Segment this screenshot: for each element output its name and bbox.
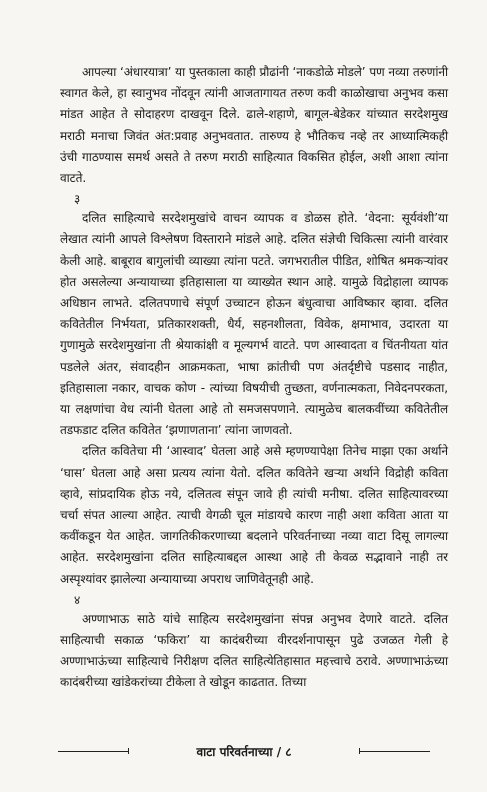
paragraph-2: दलित साहित्याचे सरदेशमुखांचे वाचन व्यापक व डोळस होते. ‘वेदना: सूर्यवंशी’या लेखात त्यांनी आपले विश्लेषण विस्ताराने मांडले आहे. दलित संज्ञेची चिकित्सा त्यांनी वारंवार केली आहे. बाबूराव बागुलांची व्याख्या त्यांना पटते. जगभरातील पीडित, शोषित श्रमकऱ्यांवर होत असलेल्या अन्यायाच्या इतिहासाला या व्याख्येत स्थान आहे. यामुळे विद्रोहाला व्यापक अधिष्ठान लाभते. दलितपणाचे संपूर्ण उच्चाटन होऊन बंधुत्वाचा आविष्कार व्हावा. दलित कवितेतील निर्भयता, प्रतिकारशक्ती, धैर्य, सहनशीलता, विवेक, क्षमाभाव, उदारता या गुणामुळे सरदेशमुखांना ती श्रेयाकांक्षी व मूल्यगर्भ वाटते. पण आस्वादता व चिंतनीयता यांत पडलेले अंतर, संवादहीन आक्रमकता, भाषा क्रांतीची पण अंतर्दृष्टीचे पडसाद नाहीत, इतिहासाला नकार, वाचक कोण - त्यांच्या विषयीची तुच्छता, वर्णनात्मकता, निवेदनपरकता, या लक्षणांचा वेध त्यांनी घेतला आहे तो समजसपणाने. त्यामुळेच बालकवींच्या कवितेतील तडफडाट दलित कवितेत ‘झणाणताना’ त्यांना जाणवतो. <box>60 211 448 438</box>
paragraph-1: आपल्या ‘अंधारयात्रा’ या पुस्तकाला काही प्रौढांनी ‘नाकडोळे मोडले’ पण नव्या तरुणांनी स्वागत केले, हा स्वानुभव नोंदवून त्यांनी आजतागायत तरुण कवी काळोखाचा अनुभव कसा मांडत आहेत ते सोदाहरण दाखवून दिले. ढाले-शहाणे, बागूल-बेडेकर यांच्यात सरदेशमुख मराठी मनाचा जिवंत अंत:प्रवाह अनुभवतात. तारुण्य हे भौतिकच नव्हे तर आध्यात्मिकही उंची गाठण्यास समर्थ असते ते तरुण मराठी साहित्यात विकसित होईल, अशी आशा त्यांना वाटते. <box>60 65 448 186</box>
body-text <box>60 62 448 694</box>
section-number-4: ४ <box>74 592 81 607</box>
footer-rule-right <box>360 751 430 752</box>
footer-title: वाटा परिवर्तनाच्या / ८ <box>196 745 292 759</box>
paragraph-3: दलित कवितेचा मी ‘आस्वाद’ घेतला आहे असे म्हणण्यापेक्षा तिनेच माझा एका अर्थाने ‘घास’ घेतला आहे असा प्रत्यय त्यांना येतो. दलित कवितेने खऱ्या अर्थाने विद्रोही कविता व्हावे, सांप्रदायिक होऊ नये, दलितत्व संपून जावे ही त्यांची मनीषा. दलित साहित्यावरच्या चर्चा संपत आल्या आहेत. त्याची वेगळी चूल मांडायचे कारण नाही अशा कविता आता या कवींकडून येत आहेत. जागतिकीकरणाच्या बदलाने परिवर्तनाच्या नव्या वाटा दिसू लागल्या आहेत. सरदेशमुखांना दलित साहित्याबद्दल आस्था आहे ती केवळ सद्भावाने नाही तर अस्पृश्यांवर झालेल्या अन्यायाच्या अपराध जाणिवेतूनही आहे. <box>60 444 448 586</box>
paragraph-4: अण्णाभाऊ साठे यांचे साहित्य सरदेशमुखांना संपन्न अनुभव देणारे वाटते. दलित साहित्याची सकाळ ‘फकिरा’ या कादंबरीच्या वीरदर्शनापासून पुढे उजळत गेली हे अण्णाभाऊंच्या साहित्याचे निरीक्षण दलित साहित्येतिहासात महत्त्वाचे ठरावे. अण्णाभाऊंच्या कादंबरीच्या खांडेकरांच्या टीकेला ते खोडून काढतात. तिच्या <box>60 611 448 690</box>
page-footer <box>58 742 430 762</box>
section-number-3: ३ <box>74 192 81 207</box>
